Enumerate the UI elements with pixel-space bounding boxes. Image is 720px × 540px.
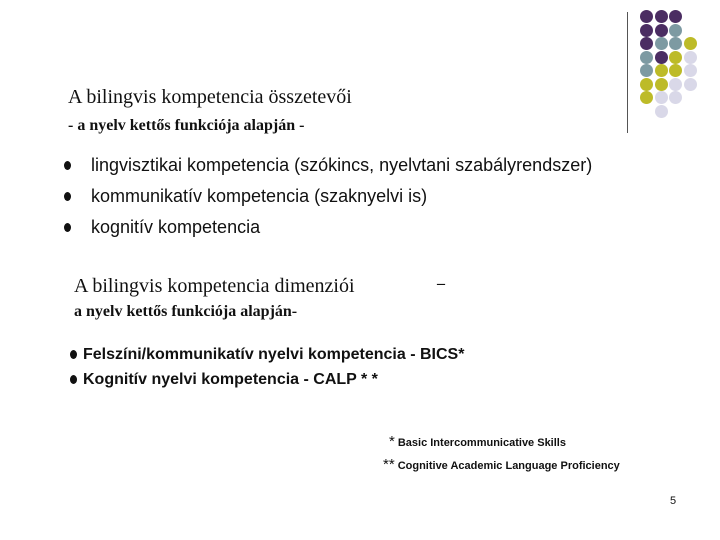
- decorative-dot: [669, 64, 682, 77]
- list-item-text: Felszíni/kommunikatív nyelvi kompetencia - BICS*: [83, 345, 465, 363]
- footnote-text: Basic Intercommunicative Skills: [397, 437, 566, 449]
- decorative-dot: [640, 37, 653, 50]
- section1-title: A bilingvis kompetencia összetevői: [68, 86, 352, 108]
- footnote-text: Cognitive Academic Language Proficiency: [397, 460, 620, 472]
- decorative-dot: [684, 37, 697, 50]
- section2-bullet-list: [70, 342, 464, 392]
- decorative-dot: [655, 37, 668, 50]
- decorative-dot: [640, 24, 653, 37]
- decorative-dot: [655, 78, 668, 91]
- decorative-dot: [684, 78, 697, 91]
- section2-title: A bilingvis kompetencia dimenziói: [74, 275, 355, 297]
- decorative-dot: [655, 64, 668, 77]
- decorative-dot: [655, 24, 668, 37]
- list-item-text: kognitív kompetencia: [91, 217, 261, 237]
- page-number: 5: [670, 495, 677, 507]
- decorative-dot-grid: [640, 10, 720, 120]
- decorative-dot: [640, 78, 653, 91]
- list-item-text: kommunikatív kompetencia (szaknyelvi is): [91, 186, 428, 206]
- decorative-dot: [669, 37, 682, 50]
- decorative-dot: [640, 10, 653, 23]
- list-item: [64, 181, 592, 212]
- section1-subtitle: - a nyelv kettős funkciója alapján -: [68, 117, 305, 134]
- decorative-dot: [640, 91, 653, 104]
- decorative-dot: [684, 51, 697, 64]
- decorative-dot: [669, 78, 682, 91]
- decorative-dot: [655, 91, 668, 104]
- list-item: [70, 342, 464, 367]
- decorative-dot: [640, 64, 653, 77]
- decorative-divider-line: [627, 12, 628, 133]
- decorative-dot: [669, 24, 682, 37]
- decorative-dot: [669, 51, 682, 64]
- footnote-bics: [389, 433, 566, 450]
- list-item-text: lingvisztikai kompetencia (szókincs, nyelvtani szabályrendszer): [91, 155, 593, 175]
- bullet-icon: [64, 161, 71, 170]
- list-item: [70, 367, 464, 392]
- bullet-icon: [70, 375, 77, 384]
- decorative-dot: [640, 51, 653, 64]
- decorative-dot: [655, 51, 668, 64]
- decorative-dot: [655, 10, 668, 23]
- list-item: [64, 150, 592, 181]
- footnote-mark: **: [383, 456, 395, 473]
- bullet-icon: [64, 192, 71, 201]
- section2-subtitle: a nyelv kettős funkciója alapján-: [74, 303, 298, 320]
- section2-title-dash: –: [437, 275, 445, 292]
- section1-bullet-list: [64, 150, 592, 243]
- decorative-dot: [655, 105, 668, 118]
- footnote-mark: *: [389, 433, 395, 450]
- bullet-icon: [70, 350, 77, 359]
- bullet-icon: [64, 223, 71, 232]
- decorative-dot: [669, 91, 682, 104]
- list-item: [64, 212, 592, 243]
- decorative-dot: [684, 64, 697, 77]
- footnote-calp: [383, 456, 620, 473]
- list-item-text: Kognitív nyelvi kompetencia - CALP * *: [83, 370, 378, 388]
- decorative-dot: [669, 10, 682, 23]
